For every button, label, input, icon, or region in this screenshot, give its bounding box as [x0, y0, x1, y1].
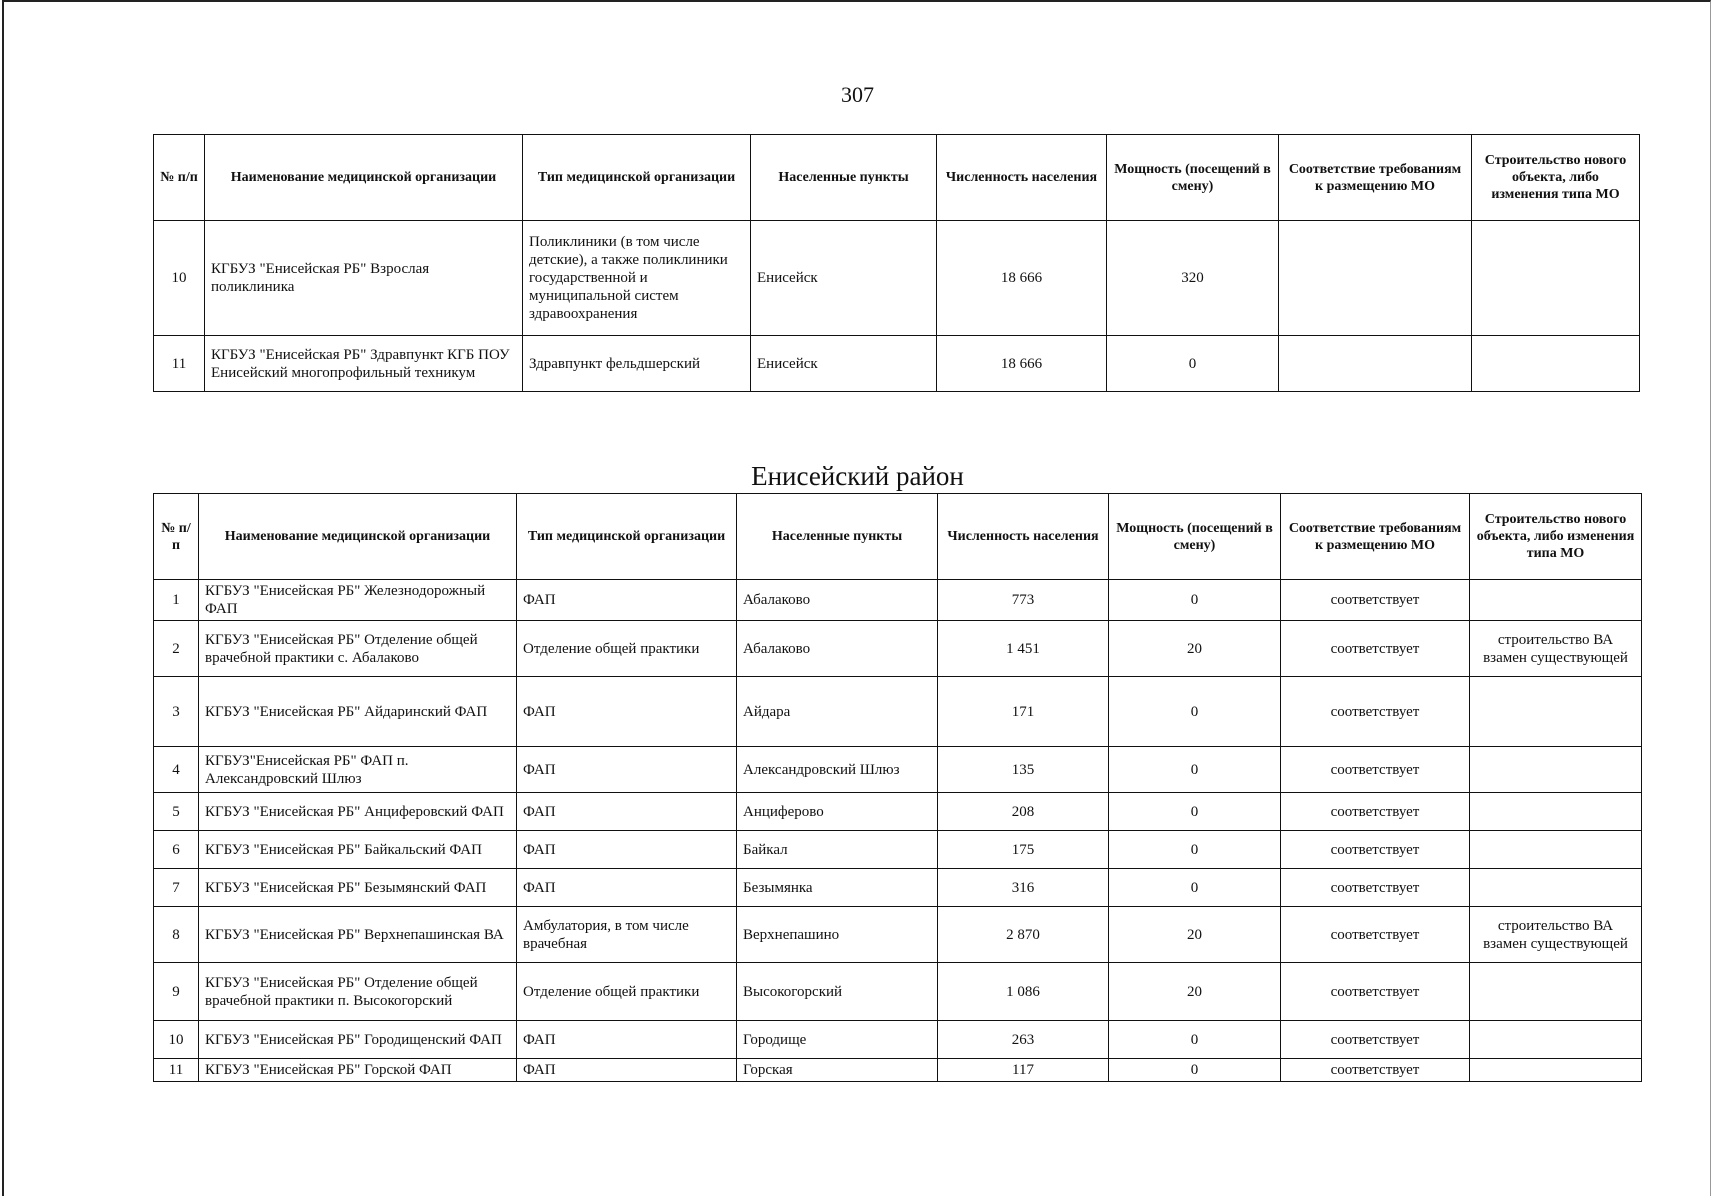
- cell-name: КГБУЗ "Енисейская РБ" Безымянский ФАП: [199, 869, 517, 907]
- header-population: Численность населения: [938, 494, 1109, 580]
- table-row: [154, 963, 1642, 1021]
- cell-population: 773: [938, 580, 1109, 621]
- cell-population: 208: [938, 793, 1109, 831]
- cell-type: ФАП: [517, 1059, 737, 1082]
- cell-compliance: соответствует: [1281, 869, 1470, 907]
- cell-capacity: 20: [1109, 621, 1281, 677]
- cell-num: 3: [154, 677, 199, 747]
- cell-population: 316: [938, 869, 1109, 907]
- cell-num: 5: [154, 793, 199, 831]
- table-row: [154, 747, 1642, 793]
- cell-place: Верхнепашино: [737, 907, 938, 963]
- cell-compliance: соответствует: [1281, 793, 1470, 831]
- cell-compliance: соответствует: [1281, 1059, 1470, 1082]
- cell-population: 135: [938, 747, 1109, 793]
- cell-construction: [1470, 580, 1642, 621]
- cell-type: ФАП: [517, 793, 737, 831]
- cell-capacity: 20: [1109, 963, 1281, 1021]
- cell-population: 2 870: [938, 907, 1109, 963]
- cell-compliance: соответствует: [1281, 907, 1470, 963]
- cell-type: ФАП: [517, 831, 737, 869]
- cell-population: 18 666: [937, 221, 1107, 336]
- table-row: [154, 580, 1642, 621]
- cell-capacity: 320: [1107, 221, 1279, 336]
- cell-place: Абалаково: [737, 580, 938, 621]
- cell-compliance: [1279, 336, 1472, 392]
- table-row: [154, 336, 1640, 392]
- cell-construction: [1472, 221, 1640, 336]
- header-capacity: Мощность (посещений в смену): [1109, 494, 1281, 580]
- yenisei-district-table: [153, 493, 1642, 1082]
- cell-capacity: 0: [1107, 336, 1279, 392]
- section-title: Енисейский район: [751, 461, 964, 491]
- cell-compliance: соответствует: [1281, 677, 1470, 747]
- cell-capacity: 0: [1109, 580, 1281, 621]
- cell-type: Отделение общей практики: [517, 621, 737, 677]
- header-construction: Строительство нового объекта, либо изменения типа МО: [1472, 135, 1640, 221]
- cell-capacity: 20: [1109, 907, 1281, 963]
- cell-construction: [1470, 747, 1642, 793]
- cell-name: КГБУЗ "Енисейская РБ" Горской ФАП: [199, 1059, 517, 1082]
- cell-place: Александровский Шлюз: [737, 747, 938, 793]
- cell-construction: [1470, 1059, 1642, 1082]
- header-places: Населенные пункты: [751, 135, 937, 221]
- cell-name: КГБУЗ "Енисейская РБ" Отделение общей врачебной практики п. Высокогорский: [199, 963, 517, 1021]
- header-places: Населенные пункты: [737, 494, 938, 580]
- header-compliance: Соответствие требованиям к размещению МО: [1281, 494, 1470, 580]
- cell-num: 6: [154, 831, 199, 869]
- cell-type: Амбулатория, в том числе врачебная: [517, 907, 737, 963]
- cell-compliance: соответствует: [1281, 963, 1470, 1021]
- cell-type: ФАП: [517, 869, 737, 907]
- cell-type: ФАП: [517, 580, 737, 621]
- table-row: [154, 621, 1642, 677]
- cell-type: Отделение общей практики: [517, 963, 737, 1021]
- header-num: № п/п: [154, 135, 205, 221]
- header-name: Наименование медицинской организации: [199, 494, 517, 580]
- cell-construction: [1470, 963, 1642, 1021]
- facilities-table-continued: [153, 134, 1640, 392]
- cell-capacity: 0: [1109, 1059, 1281, 1082]
- cell-capacity: 0: [1109, 793, 1281, 831]
- cell-construction: [1470, 831, 1642, 869]
- cell-capacity: 0: [1109, 1021, 1281, 1059]
- cell-place: Байкал: [737, 831, 938, 869]
- cell-construction: [1470, 869, 1642, 907]
- cell-population: 117: [938, 1059, 1109, 1082]
- cell-population: 171: [938, 677, 1109, 747]
- cell-name: КГБУЗ "Енисейская РБ" Городищенский ФАП: [199, 1021, 517, 1059]
- table-row: [154, 869, 1642, 907]
- cell-name: КГБУЗ "Енисейская РБ" Отделение общей врачебной практики с. Абалаково: [199, 621, 517, 677]
- cell-place: Безымянка: [737, 869, 938, 907]
- cell-capacity: 0: [1109, 747, 1281, 793]
- cell-place: Высокогорский: [737, 963, 938, 1021]
- cell-population: 175: [938, 831, 1109, 869]
- cell-name: КГБУЗ "Енисейская РБ" Айдаринский ФАП: [199, 677, 517, 747]
- table-header-row: [154, 135, 1640, 221]
- cell-num: 7: [154, 869, 199, 907]
- header-capacity: Мощность (посещений в смену): [1107, 135, 1279, 221]
- cell-capacity: 0: [1109, 677, 1281, 747]
- cell-type: ФАП: [517, 747, 737, 793]
- cell-place: Городище: [737, 1021, 938, 1059]
- cell-compliance: соответствует: [1281, 831, 1470, 869]
- cell-num: 8: [154, 907, 199, 963]
- table-row: [154, 1059, 1642, 1082]
- cell-place: Енисейск: [751, 336, 937, 392]
- cell-place: Айдара: [737, 677, 938, 747]
- cell-place: Анциферово: [737, 793, 938, 831]
- cell-name: КГБУЗ "Енисейская РБ" Здравпункт КГБ ПОУ Енисейский многопрофильный техникум: [205, 336, 523, 392]
- cell-name: КГБУЗ"Енисейская РБ" ФАП п. Александровский Шлюз: [199, 747, 517, 793]
- table-header-row: [154, 494, 1642, 580]
- cell-num: 11: [154, 1059, 199, 1082]
- cell-capacity: 0: [1109, 831, 1281, 869]
- cell-construction: [1470, 793, 1642, 831]
- cell-num: 9: [154, 963, 199, 1021]
- cell-name: КГБУЗ "Енисейская РБ" Железнодорожный ФАП: [199, 580, 517, 621]
- cell-compliance: [1279, 221, 1472, 336]
- table-row: [154, 793, 1642, 831]
- header-type: Тип медицинской организации: [517, 494, 737, 580]
- cell-capacity: 0: [1109, 869, 1281, 907]
- cell-compliance: соответствует: [1281, 621, 1470, 677]
- cell-name: КГБУЗ "Енисейская РБ" Верхнепашинская ВА: [199, 907, 517, 963]
- header-population: Численность населения: [937, 135, 1107, 221]
- cell-place: Горская: [737, 1059, 938, 1082]
- header-num: № п/п: [154, 494, 199, 580]
- table-row: [154, 1021, 1642, 1059]
- cell-num: 2: [154, 621, 199, 677]
- table-row: [154, 831, 1642, 869]
- cell-type: Поликлиники (в том числе детские), а также поликлиники государственной и муниципальной систем здравоохранения: [523, 221, 751, 336]
- cell-num: 10: [154, 221, 205, 336]
- cell-num: 1: [154, 580, 199, 621]
- cell-compliance: соответствует: [1281, 580, 1470, 621]
- cell-compliance: соответствует: [1281, 747, 1470, 793]
- cell-place: Абалаково: [737, 621, 938, 677]
- header-compliance: Соответствие требованиям к размещению МО: [1279, 135, 1472, 221]
- cell-type: Здравпункт фельдшерский: [523, 336, 751, 392]
- cell-construction: строительство ВА взамен существующей: [1470, 621, 1642, 677]
- cell-population: 1 451: [938, 621, 1109, 677]
- cell-place: Енисейск: [751, 221, 937, 336]
- cell-population: 18 666: [937, 336, 1107, 392]
- cell-type: ФАП: [517, 1021, 737, 1059]
- cell-population: 263: [938, 1021, 1109, 1059]
- table-row: [154, 907, 1642, 963]
- cell-construction: строительство ВА взамен существующей: [1470, 907, 1642, 963]
- cell-population: 1 086: [938, 963, 1109, 1021]
- header-name: Наименование медицинской организации: [205, 135, 523, 221]
- cell-name: КГБУЗ "Енисейская РБ" Байкальский ФАП: [199, 831, 517, 869]
- cell-construction: [1472, 336, 1640, 392]
- cell-construction: [1470, 1021, 1642, 1059]
- header-construction: Строительство нового объекта, либо изменения типа МО: [1470, 494, 1642, 580]
- cell-num: 10: [154, 1021, 199, 1059]
- cell-type: ФАП: [517, 677, 737, 747]
- cell-construction: [1470, 677, 1642, 747]
- header-type: Тип медицинской организации: [523, 135, 751, 221]
- page-number: 307: [841, 82, 874, 107]
- table-row: [154, 221, 1640, 336]
- cell-name: КГБУЗ "Енисейская РБ" Взрослая поликлиника: [205, 221, 523, 336]
- cell-compliance: соответствует: [1281, 1021, 1470, 1059]
- table-row: [154, 677, 1642, 747]
- cell-num: 4: [154, 747, 199, 793]
- cell-name: КГБУЗ "Енисейская РБ" Анциферовский ФАП: [199, 793, 517, 831]
- cell-num: 11: [154, 336, 205, 392]
